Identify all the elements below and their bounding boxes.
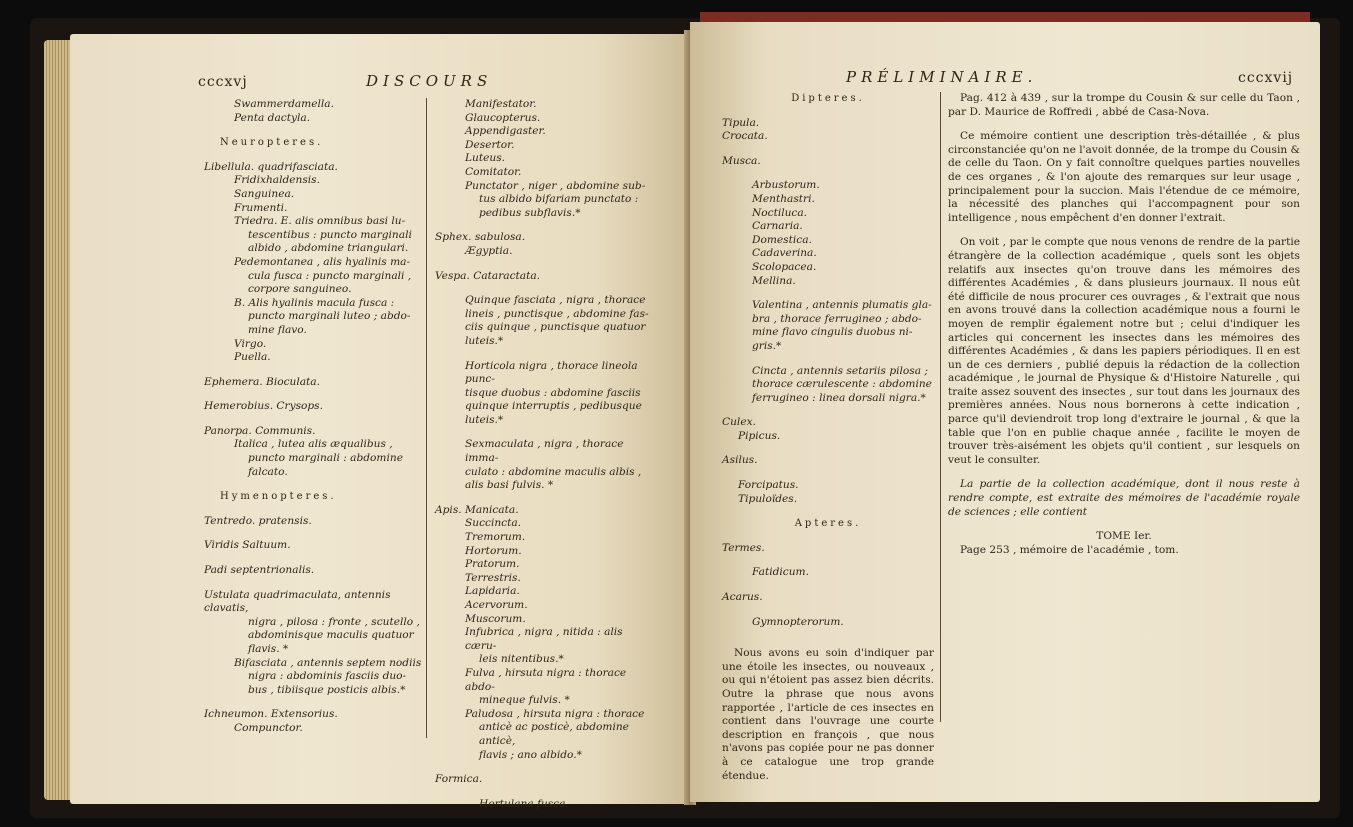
text-line: Triedra. E. alis omnibus basi lu- bbox=[234, 215, 406, 228]
left-column-rule bbox=[426, 98, 427, 738]
spacer bbox=[722, 144, 934, 155]
spacer bbox=[435, 787, 649, 798]
spacer bbox=[204, 389, 422, 400]
text-line: Panorpa. Communis. bbox=[204, 424, 316, 437]
spacer bbox=[948, 225, 1300, 236]
left-column-1 bbox=[204, 98, 422, 736]
spacer bbox=[204, 479, 422, 490]
text-line: tus albido bifariam punctato : bbox=[479, 193, 639, 206]
spacer bbox=[435, 493, 649, 504]
text-line: Muscorum. bbox=[465, 612, 526, 625]
text-line: mineque fulvis. * bbox=[479, 694, 570, 707]
spacer bbox=[722, 580, 934, 591]
spacer bbox=[204, 553, 422, 564]
text-line: Hemerobius. Crysops. bbox=[204, 400, 323, 413]
right-column-1 bbox=[722, 92, 934, 783]
spacer bbox=[435, 283, 649, 294]
text-line: Ce mémoire contient une description très-détaillée , & plus circonstanciée qu'on ne l'avoit donnée, de la trompe du Cousin & de celle du Taon. On y fait connoître quelques parties nouvelles de ces organes , & l'on ajoute des remarques sur leur usage , principalement pour la succion. Mais l'étendue de ce mémoire, la nécessité des planches qui l'accompagnent pour son intelligence , nous empêchent d'en donner l'extrait. bbox=[948, 130, 1300, 224]
text-line: Nous avons eu soin d'indiquer par une étoile les insectes, ou nouveaux , ou qui n'étoient pas assez bien décrits. Outre la phrase que nous avons rapportée , l'article de ces insectes en contient dans l'ouvrage une courte description en françois , que nous n'avons pas copiée pour ne pas donner à ce catalogue une trop grande étendue. bbox=[722, 647, 934, 782]
text-line: Desertor. bbox=[465, 138, 515, 151]
text-line: Pipicus. bbox=[738, 429, 781, 442]
spacer bbox=[722, 443, 934, 454]
spacer bbox=[204, 528, 422, 539]
spacer bbox=[722, 405, 934, 416]
text-line: Frumenti. bbox=[234, 201, 288, 214]
text-line: Fatidicum. bbox=[752, 566, 809, 579]
text-line: quinque interruptis , pedibusque bbox=[465, 400, 642, 413]
text-line: leis nitentibus.* bbox=[479, 653, 564, 666]
spacer bbox=[722, 555, 934, 566]
text-line: Neuropteres. bbox=[220, 137, 324, 149]
spacer bbox=[722, 354, 934, 365]
spacer bbox=[204, 504, 422, 515]
text-line: Luteus. bbox=[465, 152, 506, 165]
text-line: Penta dactyla. bbox=[234, 111, 311, 124]
spacer bbox=[722, 106, 934, 117]
text-line: Paludosa , hirsuta nigra : thorace bbox=[465, 707, 645, 720]
spacer bbox=[722, 506, 934, 517]
text-line: puncto marginali : abdomine bbox=[248, 452, 403, 465]
text-line: Pag. 412 à 439 , sur la trompe du Cousin & sur celle du Taon , par D. Maurice de Roffredi , abbé de Casa-Nova. bbox=[948, 92, 1300, 118]
text-line: Noctiluca. bbox=[752, 206, 808, 219]
spacer bbox=[948, 519, 1300, 530]
text-line: flavis. * bbox=[248, 643, 289, 655]
text-line: Glaucopterus. bbox=[465, 111, 541, 124]
text-line: Appendigaster. bbox=[465, 125, 546, 138]
text-line: Asilus. bbox=[722, 454, 758, 467]
text-line: culato : abdomine maculis albis , bbox=[465, 465, 642, 478]
text-line: Culex. bbox=[722, 416, 756, 429]
spacer bbox=[204, 365, 422, 376]
text-line: ciis quinque , punctisque quatuor bbox=[465, 321, 646, 334]
right-page bbox=[690, 22, 1320, 802]
spacer bbox=[722, 168, 934, 179]
text-line: corpore sanguineo. bbox=[248, 283, 352, 296]
spacer bbox=[435, 349, 649, 360]
text-line: Libellula. quadrifasciata. bbox=[204, 160, 338, 173]
text-line: Cincta , antennis setariis pilosa ; bbox=[752, 364, 928, 377]
text-line: Pratorum. bbox=[465, 558, 520, 571]
spacer bbox=[435, 220, 649, 231]
text-line: B. Alis hyalinis macula fusca : bbox=[234, 296, 395, 309]
text-line: Bifasciata , antennis septem nodiis bbox=[234, 656, 422, 669]
text-line: Cadaverina. bbox=[752, 247, 817, 260]
spacer bbox=[722, 468, 934, 479]
text-line: Crocata. bbox=[722, 130, 768, 143]
text-line: Acarus. bbox=[722, 591, 763, 604]
spacer bbox=[204, 125, 422, 136]
text-line: thorace cærulescente : abdomine bbox=[752, 378, 932, 391]
text-line: cula fusca : puncto marginali , bbox=[248, 269, 412, 282]
spacer bbox=[435, 427, 649, 438]
text-line: luteis.* bbox=[465, 334, 504, 347]
text-line: Compunctor. bbox=[234, 721, 303, 734]
text-line: luteis.* bbox=[465, 413, 504, 426]
text-line: nigra : abdominis fasciis duo- bbox=[248, 670, 407, 683]
text-line: Swammerdamella. bbox=[234, 98, 334, 110]
text-line: Termes. bbox=[722, 541, 765, 554]
text-line: pedibus subflavis.* bbox=[479, 206, 581, 219]
text-line: ferrugineo : linea dorsali nigra.* bbox=[752, 391, 926, 404]
text-line: Dipteres. bbox=[791, 93, 865, 104]
text-line: Page 253 , mémoire de l'académie , tom. bbox=[960, 543, 1179, 556]
text-line: Tremorum. bbox=[465, 531, 526, 544]
text-line: Italica , lutea alis æqualibus , bbox=[234, 438, 393, 451]
text-line: Scolopacea. bbox=[752, 260, 817, 273]
spacer bbox=[204, 578, 422, 589]
text-line: Viridis Saltuum. bbox=[204, 539, 291, 552]
text-line: tisque duobus : abdomine fasciis bbox=[465, 386, 641, 399]
text-line: Tipuloïdes. bbox=[738, 492, 798, 505]
text-line: On voit , par le compte que nous venons de rendre de la partie étrangère de la collection académique , quels sont les objets relatifs aux insectes qu'on trouve dans les mémoires des différentes Académies , & dans plusieurs journaux. Il nous eût été difficile de nous procurer ces ouvrages , & l'extrait que nous en avons trouvé dans la collection académique nous a fourni le moyen de remplir également notre but ; celui d'indiquer les articles qui concernent les insectes dans les mémoires des différentes Académies , & dans les papiers périodiques. Il en est un de ces derniers , publié depuis la rédaction de la collection académique , le journal de Physique & d'Histoire Naturelle , qui traite assez souvent des insectes , sur tout dans les journaux des premières années. Nous nous bornerons à cette indication , parce qu'il deviendroit trop long d'extraire le journal , & que la table que l'on en publie chaque année , facilite le moyen de trouver très-aisément les objets qu'il contient , sur lesquels on veut le consulter. bbox=[948, 236, 1300, 466]
text-line: puncto marginali luteo ; abdo- bbox=[248, 310, 411, 323]
text-line: anticè ac posticè, abdomine anticè, bbox=[479, 721, 629, 747]
text-line: Comitator. bbox=[465, 165, 522, 178]
left-running-title: DISCOURS bbox=[366, 72, 493, 90]
text-line: albido , abdomine triangulari. bbox=[248, 242, 409, 255]
text-line: Manifestator. bbox=[465, 98, 537, 110]
text-line: bra , thorace ferrugineo ; abdo- bbox=[752, 312, 922, 325]
text-line: Terrestris. bbox=[465, 571, 521, 584]
text-line: La partie de la collection académique, dont il nous reste à rendre compte, est extraite des mémoires de l'académie royale de sciences ; elle contient bbox=[948, 478, 1300, 518]
text-line: Tentredo. pratensis. bbox=[204, 514, 312, 527]
text-line: Fulva , hirsuta nigra : thorace abdo- bbox=[465, 666, 627, 693]
text-line: flavis ; ano albido.* bbox=[479, 748, 582, 761]
text-line: Lapidaria. bbox=[465, 585, 520, 598]
text-line: Mellina. bbox=[752, 274, 796, 287]
spacer bbox=[948, 467, 1300, 478]
text-line: mine flavo. bbox=[248, 323, 307, 336]
right-column-rule bbox=[940, 92, 941, 722]
text-line: abdominisque maculis quatuor bbox=[248, 629, 414, 642]
text-line: gris.* bbox=[752, 339, 782, 352]
text-line: Succincta. bbox=[465, 517, 522, 530]
left-page bbox=[70, 34, 688, 810]
text-line: Quinque fasciata , nigra , thorace bbox=[465, 294, 646, 307]
text-line: Ichneumon. Extensorius. bbox=[204, 708, 338, 721]
text-line: Arbustorum. bbox=[752, 179, 820, 192]
text-line: Hortulana fusca. bbox=[479, 797, 569, 810]
spacer bbox=[435, 259, 649, 270]
text-line: Apteres. bbox=[794, 518, 862, 530]
text-line: Ustulata quadrimaculata, antennis clavatis, bbox=[204, 588, 391, 615]
text-line: tescentibus : puncto marginali bbox=[248, 228, 412, 241]
text-line: Valentina , antennis plumatis gla- bbox=[752, 299, 932, 312]
text-line: Hortorum. bbox=[465, 544, 522, 557]
spacer bbox=[204, 414, 422, 425]
spacer bbox=[204, 697, 422, 708]
text-line: Punctator , niger , abdomine sub- bbox=[465, 179, 646, 192]
spacer bbox=[722, 288, 934, 299]
text-line: Tipula. bbox=[722, 116, 760, 129]
left-column-2 bbox=[435, 98, 649, 811]
text-line: Apis. Manicata. bbox=[435, 503, 519, 516]
text-line: Ægyptia. bbox=[465, 244, 513, 257]
right-page-number: cccxvij bbox=[1238, 70, 1294, 86]
text-line: nigra , pilosa : fronte , scutello , bbox=[248, 615, 420, 628]
spacer bbox=[948, 119, 1300, 130]
text-line: Virgo. bbox=[234, 337, 267, 350]
text-line: Forcipatus. bbox=[738, 479, 799, 492]
text-line: Puella. bbox=[234, 351, 271, 364]
text-line: Padi septentrionalis. bbox=[204, 564, 315, 577]
right-running-title: PRÉLIMINAIRE. bbox=[846, 68, 1038, 86]
text-line: Fridixhaldensis. bbox=[234, 174, 320, 187]
text-line: Infubrica , nigra , nitida : alis cæru- bbox=[465, 626, 623, 652]
text-line: Pedemontanea , alis hyalinis ma- bbox=[234, 255, 411, 268]
text-line: Carnaria. bbox=[752, 220, 803, 233]
text-line: bus , tibiisque posticis albis.* bbox=[248, 683, 406, 696]
spacer bbox=[722, 629, 934, 647]
text-line: Gymnopterorum. bbox=[752, 615, 844, 628]
text-line: lineis , punctisque , abdomine fas- bbox=[465, 307, 649, 320]
text-line: Menthastri. bbox=[752, 192, 815, 205]
text-line: mine flavo cingulis duobus ni- bbox=[752, 326, 913, 339]
text-line: Hymenopteres. bbox=[220, 491, 337, 503]
spacer bbox=[204, 150, 422, 161]
spacer bbox=[722, 531, 934, 542]
spacer bbox=[722, 605, 934, 616]
text-line: Musca. bbox=[722, 154, 761, 167]
text-line: Domestica. bbox=[752, 233, 812, 246]
text-line: alis basi fulvis. * bbox=[465, 479, 554, 492]
text-line: Horticola nigra , thorace lineola punc- bbox=[465, 359, 638, 386]
text-line: TOME Ier. bbox=[1096, 530, 1152, 543]
text-line: Acervorum. bbox=[465, 599, 528, 611]
text-line: Sexmaculata , nigra , thorace imma- bbox=[465, 438, 624, 465]
text-line: Sanguinea. bbox=[234, 187, 295, 200]
right-column-2 bbox=[948, 92, 1300, 557]
text-line: Vespa. Cataractata. bbox=[435, 269, 541, 282]
text-line: Ephemera. Bioculata. bbox=[204, 375, 320, 388]
text-line: falcato. bbox=[248, 465, 288, 478]
left-page-number: cccxvj bbox=[198, 74, 248, 90]
text-line: Formica. bbox=[435, 773, 483, 786]
text-line: Sphex. sabulosa. bbox=[435, 231, 526, 244]
spacer bbox=[435, 762, 649, 773]
